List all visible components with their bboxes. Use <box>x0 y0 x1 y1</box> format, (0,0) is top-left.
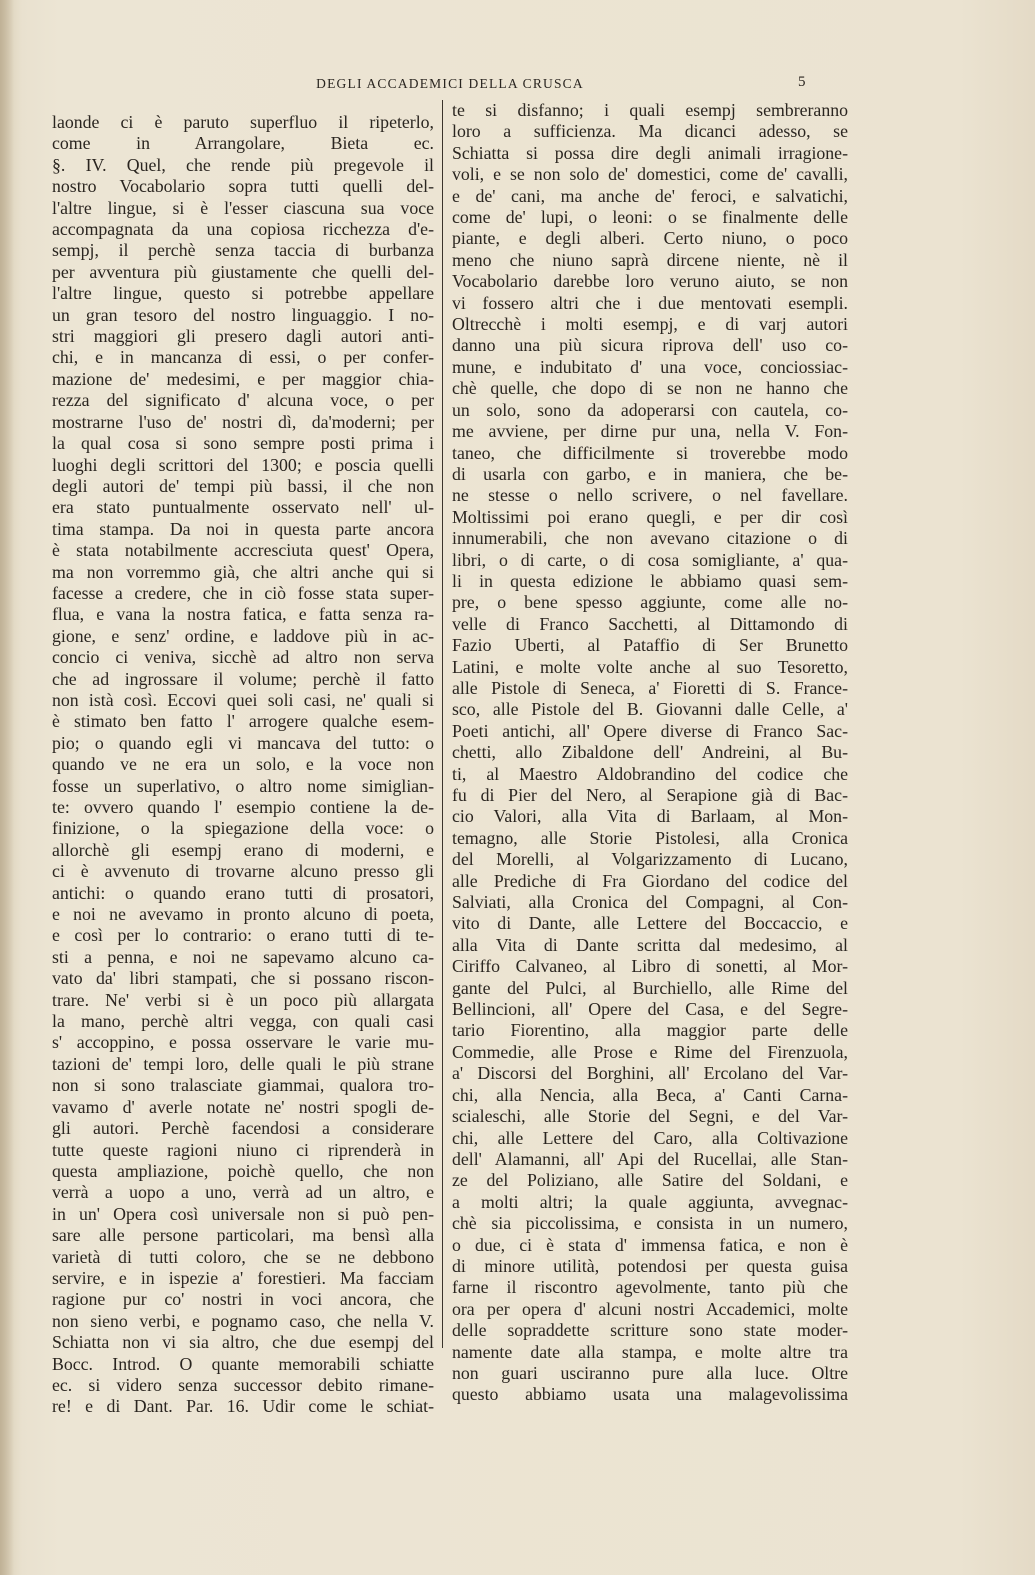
text-line: rezza del significato d' alcuna voce, o per <box>52 390 434 411</box>
text-line: questa ampliazione, poichè quello, che non <box>52 1160 434 1181</box>
text-line: la qual cosa si sono sempre posti prima i <box>52 433 434 454</box>
text-line: finizione, o la spiegazione della voce: o <box>52 818 434 839</box>
text-line: concio ci veniva, sicchè ad altro non serva <box>52 647 434 668</box>
text-line: sti a penna, e noi ne sapevamo alcuno ca- <box>52 946 434 967</box>
text-line: Bellincioni, all' Opere del Casa, e del Segre- <box>452 999 848 1020</box>
text-line: laonde ci è paruto superfluo il ripeterlo, <box>52 112 434 132</box>
text-line: Moltissimi poi erano quegli, e per dir così <box>452 506 848 527</box>
text-line: sare alle persone particolari, ma bensì alla <box>52 1225 434 1246</box>
text-line: cio Valori, alla Vita di Barlaam, al Mon- <box>452 806 848 827</box>
text-line: vavamo d' averle notate ne' nostri spogli de- <box>52 1096 434 1117</box>
left-column <box>52 100 434 1417</box>
text-line: per avventura più giustamente che quelli del- <box>52 261 434 282</box>
text-line: flua, e vana la nostra fatica, e fatta senza ra- <box>52 604 434 625</box>
text-line: gante del Pulci, al Burchiello, alle Rime del <box>452 977 848 998</box>
text-line: gli autori. Perchè facendosi a considerare <box>52 1118 434 1139</box>
text-line: sco, alle Pistole del B. Giovanni dalle Celle, a' <box>452 699 848 720</box>
text-line: te si disfanno; i quali esempj sembreranno <box>452 100 848 120</box>
text-line: pio; o quando egli vi mancava del tutto: o <box>52 732 434 753</box>
text-line: luoghi degli scrittori del 1300; e poscia quelli <box>52 454 434 475</box>
text-line: o due, ci è stata d' immensa fatica, e non è <box>452 1234 848 1255</box>
text-line: ci è avvenuto di trovarne alcuno presso gli <box>52 861 434 882</box>
text-line: nostro Vocabolario sopra tutti quelli del- <box>52 176 434 197</box>
text-line: meno che niuno saprà dircene niente, nè il <box>452 249 848 270</box>
text-line: ora per opera d' alcuni nostri Accademici, molte <box>452 1298 848 1319</box>
text-line: taneo, che difficilmente si troverebbe modo <box>452 442 848 463</box>
text-line: del Morelli, al Volgarizzamento di Lucano, <box>452 849 848 870</box>
text-line: come in Arrangolare, Bieta ec. <box>52 133 434 154</box>
text-line: è stata notabilmente accresciuta quest' Opera, <box>52 540 434 561</box>
text-line: namente date alla stampa, e molte altre tra <box>452 1341 848 1362</box>
text-line: danno una più sicura riprova dell' uso co- <box>452 335 848 356</box>
gutter-shadow <box>0 0 14 1575</box>
text-line: che ad ingrossare il volume; perchè il fatto <box>52 668 434 689</box>
text-line: pre, o bene spesso aggiunte, come alle no- <box>452 592 848 613</box>
text-line: mostrarne l'uso de' nostri dì, da'moderni; per <box>52 411 434 432</box>
text-line: chi, e in mancanza di essi, o per confer- <box>52 347 434 368</box>
text-line: dell' Alamanni, all' Api del Rucellai, alle Stan- <box>452 1148 848 1169</box>
text-line: chè quelle, che dopo di se non ne hanno che <box>452 378 848 399</box>
text-line: Schiatta non vi sia altro, che due esempj del <box>52 1332 434 1353</box>
text-line: l'altre lingue, si è l'esser ciascuna sua voce <box>52 197 434 218</box>
column-divider <box>442 100 443 1348</box>
text-line: in un' Opera così universale non si può pen- <box>52 1203 434 1224</box>
text-line: di usarla con garbo, e in maniera, che be- <box>452 463 848 484</box>
text-line: Bocc. Introd. O quante memorabili schiatte <box>52 1353 434 1374</box>
text-line: innumerabili, che non avevano citazione o di <box>452 528 848 549</box>
text-line: non sieno verbi, e pognamo caso, che nella V. <box>52 1310 434 1331</box>
text-line: alle Prediche di Fra Giordano del codice del <box>452 870 848 891</box>
text-line: me avviene, per dirne pur una, nella V. Fon- <box>452 421 848 442</box>
text-line: tutte queste ragioni niuno ci riprenderà in <box>52 1139 434 1160</box>
text-line: Oltrecchè i molti esempj, e di varj autori <box>452 314 848 335</box>
text-line: come de' lupi, o leoni: o se finalmente delle <box>452 207 848 228</box>
text-line: chetti, allo Zibaldone dell' Andreini, al Bu- <box>452 742 848 763</box>
text-line: a' Discorsi del Borghini, all' Ercolano del Var- <box>452 1063 848 1084</box>
text-line: non si sono tralasciate giammai, qualora tro- <box>52 1075 434 1096</box>
text-line: voli, e se non solo de' domestici, come de' cavalli, <box>452 164 848 185</box>
text-line: un gran tesoro del nostro linguaggio. I no- <box>52 304 434 325</box>
text-line: fu di Pier del Nero, al Serapione già di Bac- <box>452 785 848 805</box>
text-line: questo abbiamo usata una malagevolissima <box>452 1384 848 1405</box>
text-line: e de' cani, ma anche de' feroci, e salvatichi, <box>452 185 848 206</box>
running-head: DEGLI ACCADEMICI DELLA CRUSCA <box>316 76 584 91</box>
text-line: te: ovvero quando l' esempio contiene la de- <box>52 797 434 817</box>
text-line: alla Vita di Dante scritta dal medesimo, al <box>452 934 848 955</box>
text-line: §. IV. Quel, che rende più pregevole il <box>52 154 434 175</box>
text-line: Ciriffo Calvaneo, al Libro di sonetti, al Mor- <box>452 956 848 977</box>
text-line: ec. si videro senza successor debito rimane- <box>52 1374 434 1395</box>
text-line: piante, e degli alberi. Certo niuno, o poco <box>452 228 848 249</box>
text-line: delle sopraddette scritture sono state moder- <box>452 1320 848 1341</box>
text-line: Fazio Uberti, al Pataffio di Ser Brunetto <box>452 635 848 656</box>
text-line: a molti altri; la quale aggiunta, avvegnac- <box>452 1191 848 1212</box>
text-line: mazione de' medesimi, e per maggior chia- <box>52 368 434 389</box>
text-line: l'altre lingue, questo si potrebbe appellare <box>52 283 434 304</box>
text-line: temagno, alle Storie Pistolesi, alla Cronica <box>452 827 848 848</box>
text-line: loro a sufficienza. Ma dicanci adesso, se <box>452 121 848 142</box>
text-line: allorchè gli esempj erano di moderni, e <box>52 839 434 860</box>
text-line: verrà a uopo a uno, verrà ad un altro, e <box>52 1182 434 1203</box>
text-line: alle Pistole di Seneca, a' Fioretti di S. France- <box>452 677 848 698</box>
text-line: s' accoppino, e possa osservare le varie mu- <box>52 1032 434 1053</box>
text-line: non guari usciranno pure alla luce. Oltre <box>452 1362 848 1383</box>
text-line: ze del Poliziano, alle Satire del Soldani, e <box>452 1170 848 1191</box>
page-number: 5 <box>798 74 806 90</box>
text-line: Schiatta si possa dire degli animali irragione- <box>452 142 848 163</box>
text-line: fosse un superlativo, o altro nome simiglian- <box>52 775 434 796</box>
text-line: quando ve ne era un solo, e la voce non <box>52 754 434 775</box>
text-line: la mano, perchè altri vegga, con quali casi <box>52 1011 434 1032</box>
text-line: tima stampa. Da noi in questa parte ancora <box>52 518 434 539</box>
text-line: mune, e indubitato d' una voce, conciossiac- <box>452 356 848 377</box>
text-line: e così per lo contrario: o erano tutti di te- <box>52 925 434 946</box>
text-line: Salviati, alla Cronica del Compagni, al Con- <box>452 892 848 913</box>
right-column <box>452 100 848 1405</box>
text-line: scialeschi, alle Storie del Segni, e del Var- <box>452 1106 848 1127</box>
text-line: chi, alle Lettere del Caro, alla Coltivazione <box>452 1127 848 1148</box>
text-line: chè sia piccolissima, e consista in un numero, <box>452 1213 848 1234</box>
text-line: ma non vorremmo già, che altri anche qui si <box>52 561 434 582</box>
text-line: servire, e in ispezie a' forestieri. Ma facciam <box>52 1267 434 1288</box>
text-line: è stimato ben fatto l' arrogere qualche esem- <box>52 711 434 732</box>
text-line: farne il riscontro agevolmente, tanto più che <box>452 1277 848 1298</box>
text-line: re! e di Dant. Par. 16. Udir come le schiat- <box>52 1396 434 1417</box>
text-line: degli autori de' tempi più bassi, il che non <box>52 475 434 496</box>
text-line: tario Fiorentino, alla maggior parte delle <box>452 1020 848 1041</box>
text-line: accompagnata da una copiosa ricchezza d'e- <box>52 219 434 240</box>
text-line: varietà di tutti coloro, che se ne debbono <box>52 1246 434 1267</box>
text-line: vi fossero altri che i due mentovati esempli. <box>452 292 848 313</box>
text-line: Vocabolario darebbe loro veruno aiuto, se non <box>452 271 848 292</box>
text-line: ne stesse o nello scrivere, o nel favellare. <box>452 485 848 506</box>
text-line: facesse a credere, che in ciò fosse stata super- <box>52 582 434 603</box>
text-line: di minore utilità, potendosi per questa guisa <box>452 1255 848 1276</box>
text-line: ragione pur co' nostri in voci ancora, che <box>52 1289 434 1310</box>
text-line: velle di Franco Sacchetti, al Dittamondo di <box>452 613 848 634</box>
text-line: trare. Ne' verbi si è un poco più allargata <box>52 989 434 1010</box>
text-line: tazioni de' tempi loro, delle quali le più strane <box>52 1053 434 1074</box>
text-line: antichi: o quando erano tutti di prosatori, <box>52 882 434 903</box>
text-line: non istà così. Eccovi quei soli casi, ne' quali si <box>52 689 434 710</box>
text-line: li in questa edizione le abbiamo quasi sem- <box>452 570 848 591</box>
text-line: Commedie, alle Prose e Rime del Firenzuola, <box>452 1041 848 1062</box>
text-line: vito di Dante, alle Lettere del Boccaccio, e <box>452 913 848 934</box>
text-line: era stato puntualmente osservato nell' ul- <box>52 497 434 518</box>
text-line: vato da' libri stampati, che si possano riscon- <box>52 968 434 989</box>
text-line: Latini, e molte volte anche al suo Tesoretto, <box>452 656 848 677</box>
text-line: stri maggiori gli presero dagli autori anti- <box>52 326 434 347</box>
text-line: libri, o di carte, o di cosa somigliante, a' qua- <box>452 549 848 570</box>
text-line: gione, e senz' ordine, e laddove più in ac- <box>52 625 434 646</box>
text-line: Poeti antichi, all' Opere diverse di Franco Sac- <box>452 720 848 741</box>
text-line: sempj, il perchè senza taccia di burbanza <box>52 240 434 261</box>
text-line: chi, alla Nencia, alla Beca, a' Canti Carna- <box>452 1084 848 1105</box>
text-line: un solo, sono da adoperarsi con cautela, co- <box>452 399 848 420</box>
text-line: e noi ne avevamo in pronto alcuno di poeta, <box>52 904 434 925</box>
text-line: ti, al Maestro Aldobrandino del codice che <box>452 763 848 784</box>
